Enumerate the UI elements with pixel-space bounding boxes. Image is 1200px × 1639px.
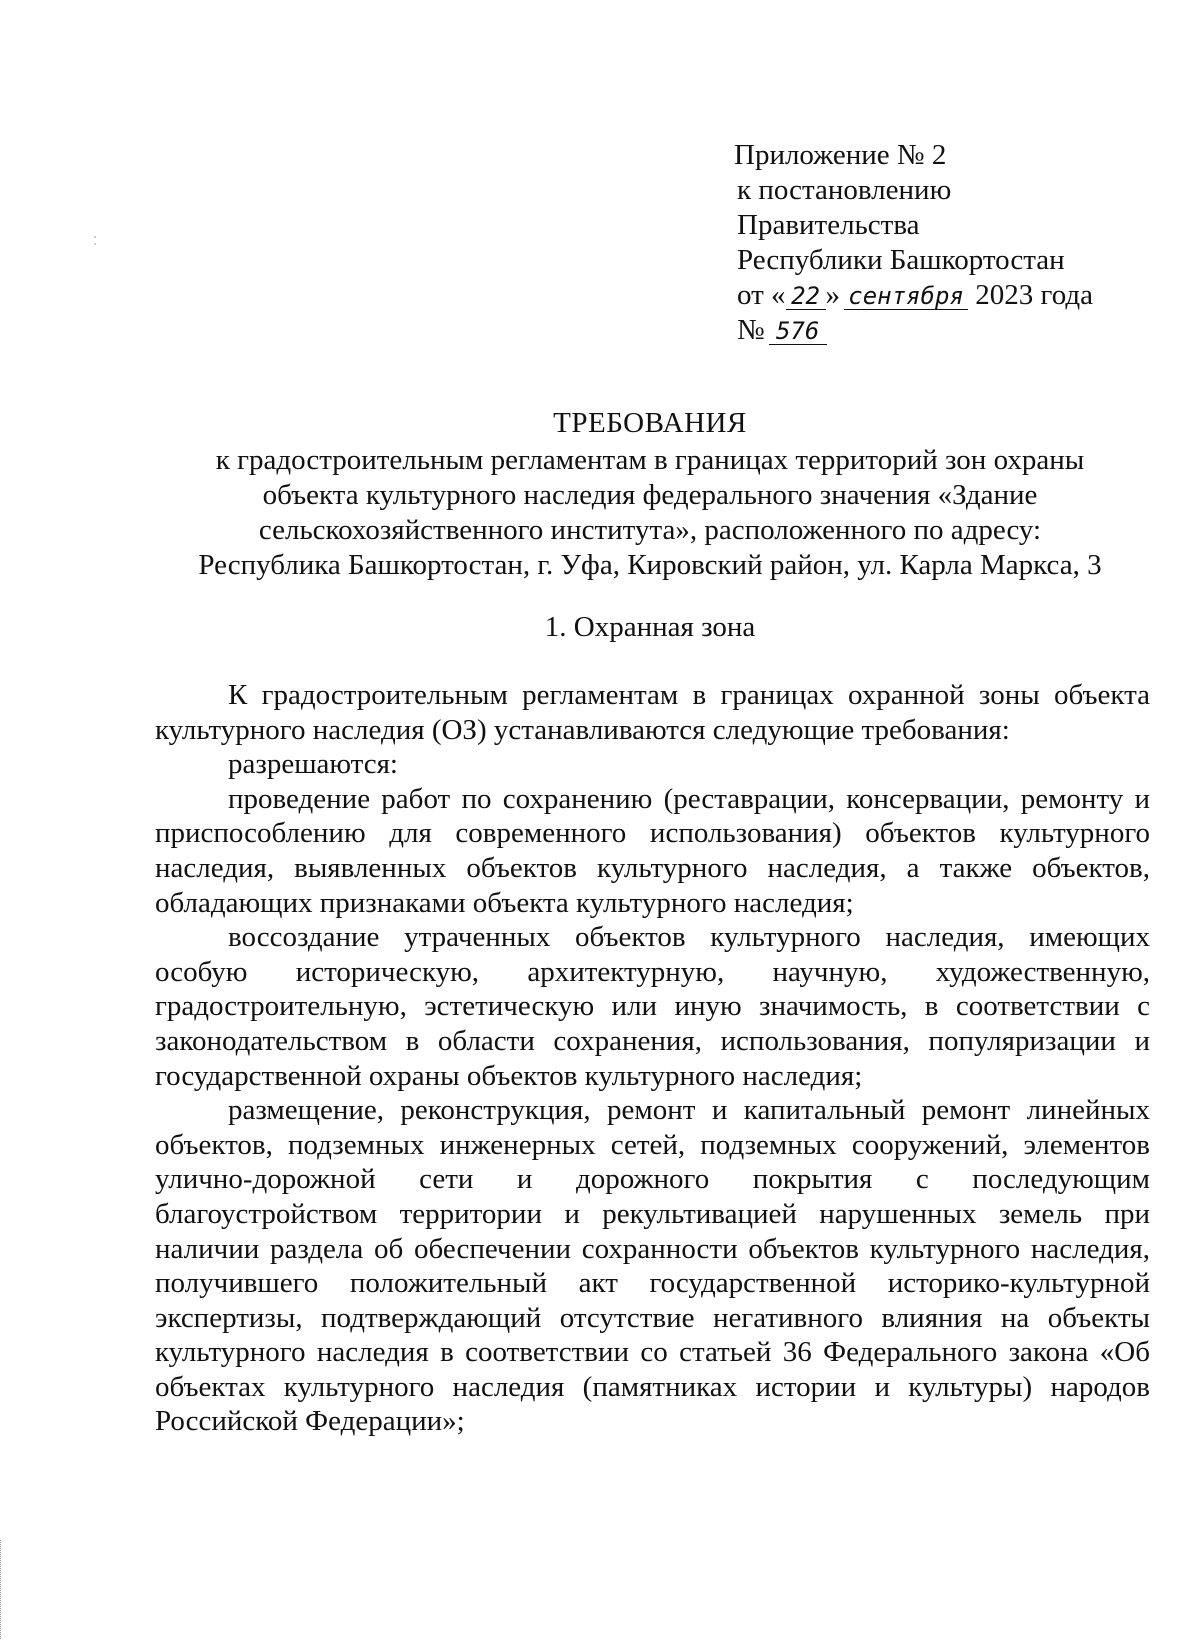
- number-prefix: №: [737, 314, 765, 346]
- section-heading: 1. Охранная зона: [544, 611, 756, 643]
- appendix-date-line: [734, 278, 1093, 313]
- appendix-line-3: Правительства: [737, 209, 920, 241]
- scan-speck: [94, 236, 96, 238]
- paragraph-preservation-works: проведение работ по сохранению (реставрации, консервации, ремонту и приспособлению для современного использования) объектов культурного наследия, выявленных объектов культурного наследия, а также объектов, обладающих признаками объекта культурного наследия;: [155, 782, 1150, 919]
- date-prefix: от «: [737, 279, 786, 311]
- paragraph-reconstruction: воссоздание утраченных объектов культурного наследия, имеющих особую историческую, архитектурную, научную, художественную, градостроительную, эстетическую или иную значимость, в соответствии с законодательством в области сохранения, использования, популяризации и государственной охраны объектов культурного наследия;: [155, 921, 1150, 1092]
- title-line-2: объекта культурного наследия федерального значения «Здание: [262, 479, 1038, 511]
- document-title-block: [150, 406, 1150, 583]
- appendix-line-1: Приложение № 2: [734, 139, 947, 171]
- date-day-handwritten: 22: [786, 283, 826, 310]
- document-title: ТРЕБОВАНИЯ: [553, 407, 747, 439]
- number-handwritten: 576: [769, 318, 827, 345]
- date-suffix: 2023 года: [975, 279, 1094, 311]
- appendix-number-line: [734, 313, 1093, 348]
- title-line-1: к градостроительным регламентам в границах территорий зон охраны: [215, 444, 1085, 476]
- scan-speck: [94, 243, 96, 245]
- scan-margin-mark: [0, 1540, 5, 1639]
- title-line-3: сельскохозяйственного института», расположенного по адресу:: [258, 514, 1042, 546]
- date-month-handwritten: сентября: [844, 283, 968, 310]
- appendix-line-4: Республики Башкортостан: [737, 244, 1065, 276]
- title-line-4: Республика Башкортостан, г. Уфа, Кировский район, ул. Карла Маркса, 3: [198, 549, 1102, 581]
- appendix-line-2: к постановлению: [737, 174, 952, 206]
- paragraph-intro: К градостроительным регламентам в границах охранной зоны объекта культурного наследия (ОЗ) устанавливаются следующие требования:: [155, 679, 1150, 746]
- paragraph-allowed: разрешаются:: [228, 748, 398, 781]
- appendix-block: [734, 138, 1093, 348]
- paragraph-linear-objects: размещение, реконструкция, ремонт и капитальный ремонт линейных объектов, подземных инженерных сетей, подземных сооружений, элементов улично-дорожной сети и дорожного покрытия с последующим благоустройством территории и рекультивацией нарушенных земель при наличии раздела об обеспечении сохранности объектов культурного наследия, получившего положительный акт государственной историко-культурной экспертизы, подтверждающий отсутствие негативного влияния на объекты культурного наследия в соответствии со статьей 36 Федерального закона «Об объектах культурного наследия (памятниках истории и культуры) народов Российской Федерации»;: [155, 1094, 1150, 1438]
- date-mid: »: [825, 279, 841, 311]
- body-text: [155, 678, 1150, 1439]
